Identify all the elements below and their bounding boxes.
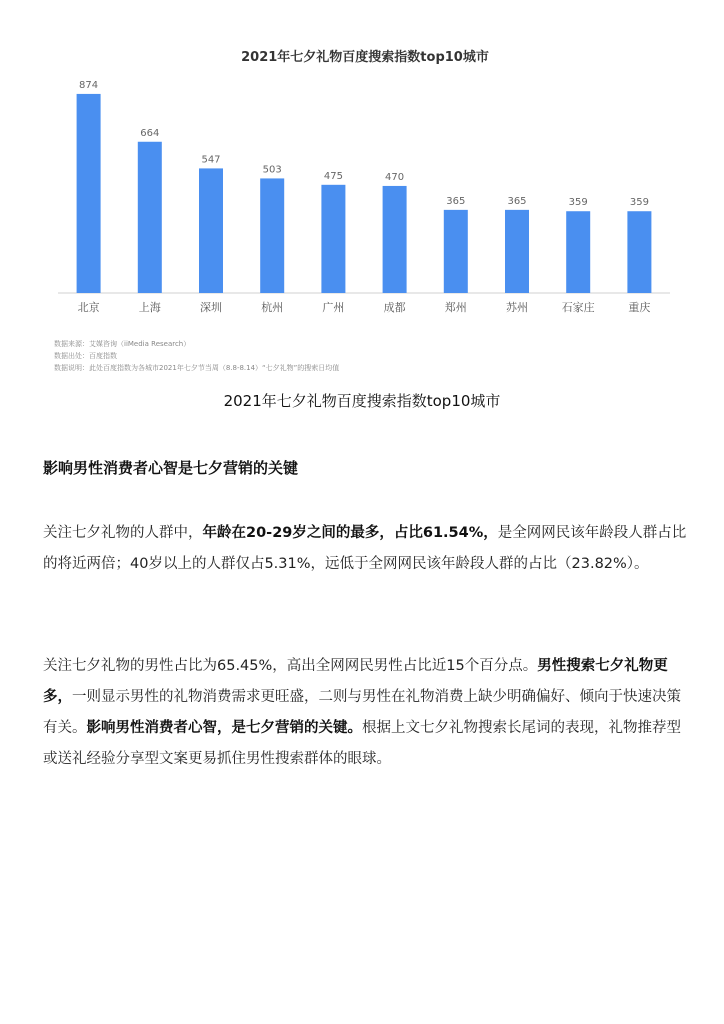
chart-figure	[50, 38, 680, 383]
section-heading: 影响男性消费者心智是七夕营销的关键	[43, 459, 299, 477]
text-run: 一则显示男性的礼物消费需求更旺盛，二则与男性在礼物消费上缺少明确偏好、倾向于快速决策有关。	[43, 689, 681, 736]
data-label: 503	[262, 164, 282, 176]
bar-上海	[138, 142, 162, 293]
figure-caption: 2021年七夕礼物百度搜索指数top10城市	[223, 392, 501, 410]
x-tick-label: 郑州	[444, 301, 467, 314]
bar-郑州	[444, 210, 468, 293]
data-label: 365	[507, 195, 527, 207]
bar-杭州	[260, 178, 284, 293]
bold-text-run: 男性搜索七夕礼物更多，	[43, 658, 668, 705]
data-label: 874	[79, 79, 99, 91]
data-label: 547	[201, 154, 221, 166]
bar-重庆	[627, 211, 651, 293]
paragraph-2	[43, 651, 688, 775]
text-run: 关注七夕礼物的男性占比为65.45%，高出全网网民男性占比近15个百分点。	[43, 658, 538, 674]
bar-成都	[383, 186, 407, 293]
x-tick-label: 上海	[138, 301, 161, 314]
text-run: 根据上文七夕礼物搜索长尾词的表现，礼物推荐型或送礼经验分享型文案更易抓住男性搜索群体的眼球。	[43, 720, 681, 767]
chart-source-notes	[54, 338, 339, 374]
x-tick-label: 深圳	[200, 301, 222, 314]
source-note: 数据出处：百度指数	[54, 352, 117, 360]
bold-text-run: 影响男性消费者心智，是七夕营销的关键。	[86, 720, 362, 736]
bar-苏州	[505, 210, 529, 293]
x-tick-label: 苏州	[506, 301, 528, 314]
data-label: 359	[629, 197, 649, 209]
chart-title: 2021年七夕礼物百度搜索指数top10城市	[241, 50, 489, 65]
data-label: 365	[446, 195, 466, 207]
data-label: 359	[568, 197, 588, 209]
data-label: 664	[140, 127, 160, 139]
x-tick-label: 杭州	[261, 301, 284, 314]
x-tick-label: 成都	[383, 301, 406, 314]
data-label: 470	[385, 171, 405, 183]
paragraph-1	[43, 518, 688, 580]
bar-chart	[50, 38, 680, 338]
x-tick-label: 广州	[322, 301, 345, 314]
text-run: 是全网网民该年龄段人群占比的将近两倍；40岁以上的人群仅占5.31%，远低于全网网民该年龄段人群的占比（23.82%）。	[43, 525, 687, 572]
bar-石家庄	[566, 211, 590, 293]
x-tick-label: 石家庄	[561, 301, 595, 314]
source-note: 数据说明：此处百度指数为各城市2021年七夕节当周（8.8-8.14）“七夕礼物”的搜索日均值	[54, 364, 340, 372]
data-label: 475	[323, 170, 343, 182]
bar-广州	[321, 185, 345, 293]
source-note: 数据来源：艾媒咨询（iiMedia Research）	[54, 340, 191, 348]
bar-北京	[77, 94, 101, 293]
bar-深圳	[199, 168, 223, 293]
text-run: 关注七夕礼物的人群中，	[43, 525, 203, 541]
x-tick-label: 重庆	[628, 301, 651, 314]
bold-text-run: 年龄在20-29岁之间的最多，占比61.54%，	[202, 525, 498, 541]
x-tick-label: 北京	[77, 301, 100, 314]
